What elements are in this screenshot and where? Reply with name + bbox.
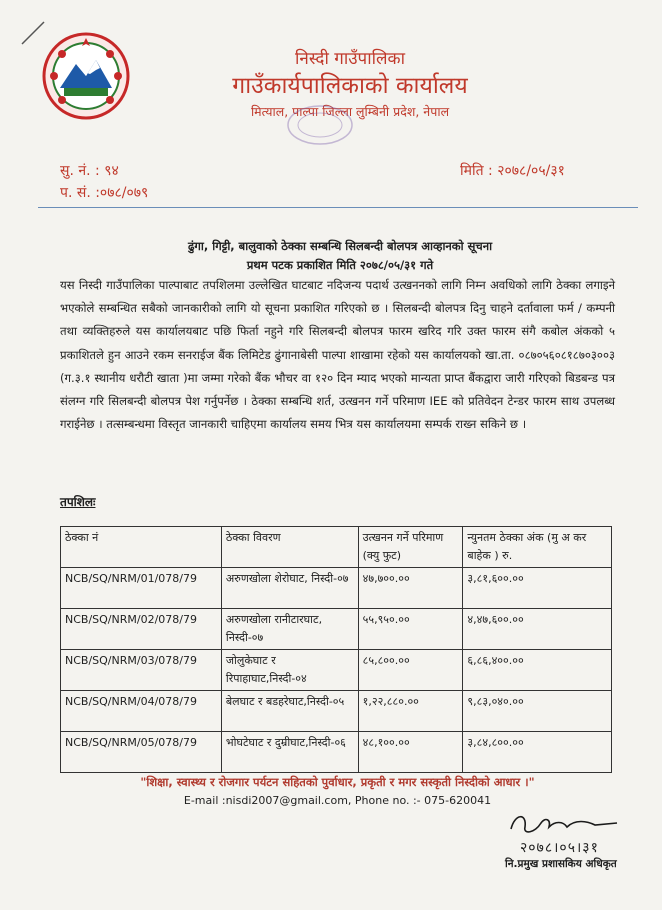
office-name: निस्दी गाउँपालिका	[294, 49, 406, 69]
signature-icon	[505, 805, 625, 839]
quantity: १,२२,८८०.००	[358, 691, 463, 732]
contract-detail: भोघटेघाट र दुम्रीघाट,निस्दी-०६	[221, 732, 358, 773]
contract-no: NCB/SQ/NRM/01/078/79	[61, 568, 222, 609]
quantity: ८५,८००.००	[358, 650, 463, 691]
notice-title	[60, 237, 620, 275]
table-header-row	[61, 527, 612, 568]
minimum-amount: ३,८१,६००.००	[463, 568, 612, 609]
minimum-amount: ३,८४,८००.००	[463, 732, 612, 773]
nepal-emblem-icon	[40, 30, 132, 122]
header-contract-detail: ठेक्का विवरण	[221, 527, 358, 568]
contract-detail: बेलघाट र बडहरेघाट,निस्दी-०५	[221, 691, 358, 732]
contract-table	[60, 526, 612, 773]
table-row	[61, 568, 612, 609]
contract-no: NCB/SQ/NRM/03/078/79	[61, 650, 222, 691]
notice-body: यस निस्दी गाउँपालिका पाल्पाबाट तपशिलमा उल्लेखित घाटबाट नदिजन्य पदार्थ उत्खननको लागि निम्न अवधिको लागि ठेक्का लगाइने भएकोले सम्बन्धित सबैको जानकारीको लागि यो सूचना प्रकाशित गरिएको छ । सिलबन्दी बोलपत्र दिनु चाहने दर्तावाला फर्म / कम्पनी तथा व्यक्तिहरुले यस कार्यालयबाट पछि फिर्ता नहुने गरि सिलबन्दी बोलपत्र फारम खरिद गरि उक्त फारम संगै कबोल अंकको ५ प्रकाशितले हुन आउने रकम सनराईज बैंक लिमिटेड ढुंगानाबेसी पाल्पा शाखामा रहेको यस कार्यालयको खा.ता. ०८७०५६०८१८७०३००३ (ग.३.१ स्थानीय धरौटी खाता )मा जम्मा गरेको बैंक भौचर वा १२० दिन म्याद भएको मान्यता प्राप्त बैंकद्वारा जारी गरिएको बिडबन्ड पत्र संलग्न गरि सिलबन्दी बोलपत्र पेश गर्नुपर्नेछ । ठेक्का सम्बन्धि शर्त, उत्खनन गर्ने परिमाण IEE को प्रतिवेदन टेन्डर फारम साथ उपलब्ध गराईनेछ । तत्सम्बन्धमा विस्तृत जानकारी चाहिएमा कार्यालय समय भित्र यस कार्यालयमा सम्पर्क राख्न सकिने छ ।	[60, 278, 616, 432]
details-label: तपशिलः	[60, 495, 96, 509]
contract-no: NCB/SQ/NRM/05/078/79	[61, 732, 222, 773]
minimum-amount: ९,८३,०४०.००	[463, 691, 612, 732]
header-minimum-amount: न्युनतम ठेक्का अंक (मु अ कर बाहेक ) रु.	[463, 527, 612, 568]
quantity: ४७,७००.००	[358, 568, 463, 609]
reference-numbers	[60, 160, 148, 204]
minimum-amount: ६,८६,४००.००	[463, 650, 612, 691]
table-row	[61, 691, 612, 732]
office-address: मित्याल, पाल्पा जिल्ला लुम्बिनी प्रदेश, नेपाल	[250, 104, 450, 119]
notice-title-line1: ढुंगा, गिट्टी, बालुवाको ठेक्का सम्बन्धि सिलबन्दी बोलपत्र आव्हानको सूचना	[187, 239, 493, 253]
letter-number: प. सं. :०७८/०७९	[60, 185, 149, 201]
office-title: गाउँकार्यपालिकाको कार्यालय	[232, 73, 468, 99]
header-divider	[38, 207, 638, 208]
contract-no: NCB/SQ/NRM/04/078/79	[61, 691, 222, 732]
quantity: ४८,१००.००	[358, 732, 463, 773]
serial-number: सु. नं. : ९४	[60, 163, 119, 179]
office-stamp-icon	[285, 103, 355, 147]
contract-no: NCB/SQ/NRM/02/078/79	[61, 609, 222, 650]
contract-detail: जोलुकेघाट र रिपाहाघाट,निस्दी-०४	[221, 650, 358, 691]
table-row	[61, 609, 612, 650]
minimum-amount: ४,४७,६००.००	[463, 609, 612, 650]
table-row	[61, 650, 612, 691]
issue-date: मिति : २०७८/०५/३१	[460, 163, 565, 179]
table-row	[61, 732, 612, 773]
footer-slogan: "शिक्षा, स्वास्थ्य र रोजगार पर्यटन सहितको पुर्वाधार, प्रकृती र मगर सस्कृती निस्दीको आधार ।"	[140, 775, 535, 789]
contract-detail: अरुणखोला शेरोघाट, निस्दी-०७	[221, 568, 358, 609]
signatory-title: नि.प्रमुख प्रशासकिय अधिकृत	[505, 858, 617, 870]
contract-detail: अरुणखोला रानीटारघाट, निस्दी-०७	[221, 609, 358, 650]
header-contract-no: ठेक्का नं	[61, 527, 222, 568]
quantity: ५५,९५०.००	[358, 609, 463, 650]
notice-title-line2: प्रथम पटक प्रकाशित मिति २०७८/०५/३१ गते	[246, 258, 434, 272]
signature-date: २०७८।०५।३१	[520, 840, 599, 856]
footer-contact: E-mail :nisdi2007@gmail.com, Phone no. :- 075-620041	[183, 794, 492, 807]
header-quantity: उत्खनन गर्ने परिमाण (क्यु फुट)	[358, 527, 463, 568]
